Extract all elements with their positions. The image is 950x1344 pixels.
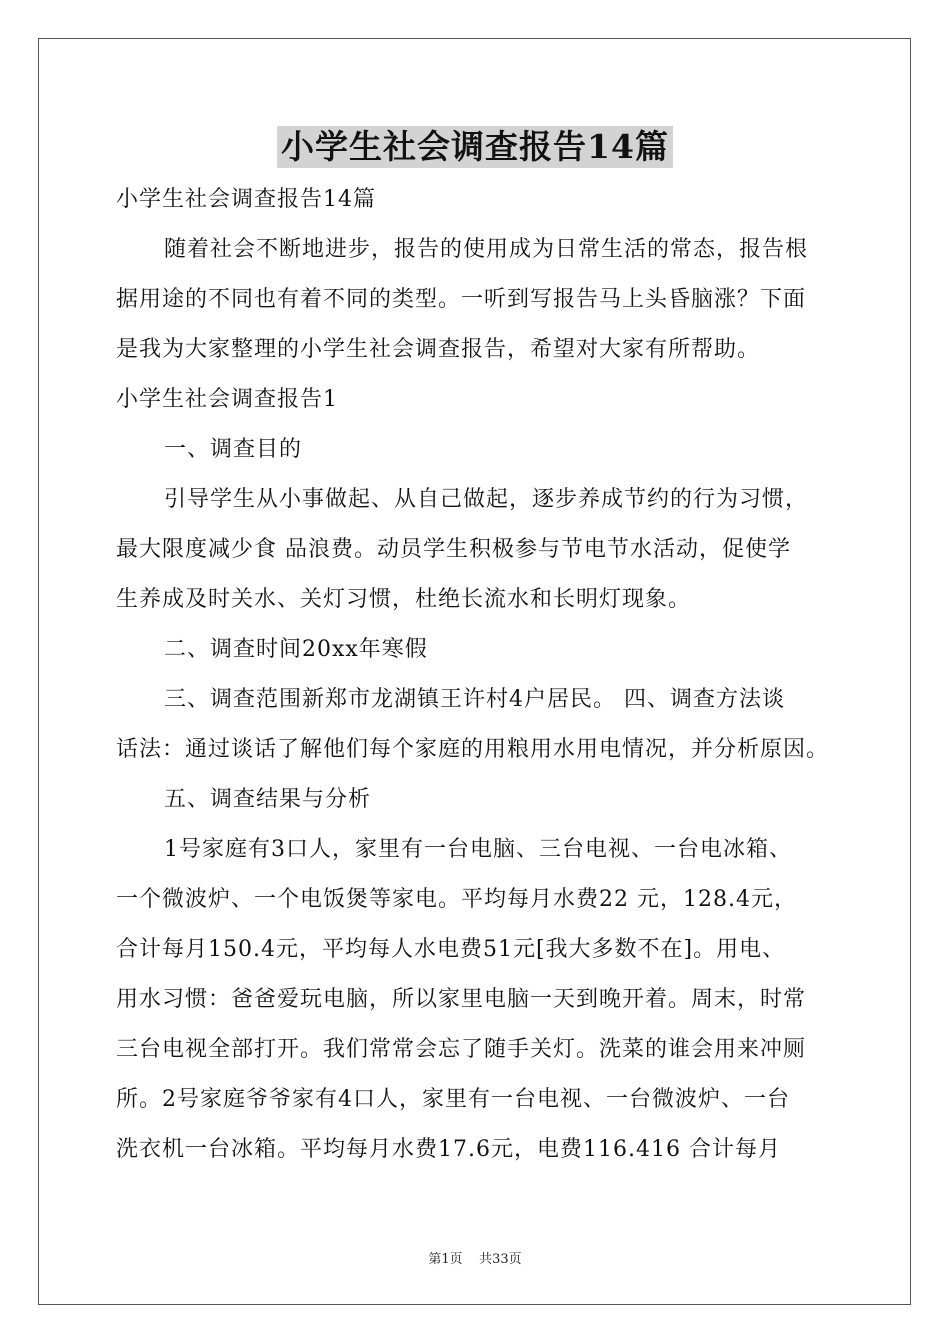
paragraph-line: 所。2号家庭爷爷家有4口人，家里有一台电视、一台微波炉、一台 [116, 1087, 790, 1112]
paragraph-line: 据用途的不同也有着不同的类型。一听到写报告马上头昏脑涨？下面 [116, 287, 807, 312]
paragraph-line: 是我为大家整理的小学生社会调查报告，希望对大家有所帮助。 [116, 337, 761, 362]
paragraph-line: 1号家庭有3口人，家里有一台电脑、三台电视、一台电冰箱、 [164, 837, 792, 862]
paragraph-line: 三台电视全部打开。我们常常会忘了随手关灯。洗菜的谁会用来冲厕 [116, 1037, 807, 1062]
title-container [0, 126, 950, 168]
paragraph-line: 合计每月150.4元，平均每人水电费51元[我大多数不在]。用电、 [116, 937, 786, 962]
subsection-heading: 二、调查时间20xx年寒假 [164, 637, 428, 662]
paragraph-line: 引导学生从小事做起、从自己做起，逐步养成节约的行为习惯， [164, 487, 809, 512]
section-heading: 小学生社会调查报告1 [116, 387, 338, 412]
paragraph-line: 话法：通过谈话了解他们每个家庭的用粮用水用电情况，并分析原因。 [116, 737, 830, 762]
paragraph-line: 洗衣机一台冰箱。平均每月水费17.6元，电费116.416 合计每月 [116, 1137, 781, 1162]
subtitle-line: 小学生社会调查报告14篇 [116, 187, 376, 212]
paragraph-line: 用水习惯：爸爸爱玩电脑，所以家里电脑一天到晚开着。周末，时常 [116, 987, 807, 1012]
subsection-heading: 一、调查目的 [164, 437, 303, 462]
page-number-footer: 第1页 共33页 [428, 1252, 522, 1267]
paragraph-line: 三、调查范围新郑市龙湖镇王许村4户居民。 四、调查方法谈 [164, 687, 785, 712]
paragraph-line: 生养成及时关水、关灯习惯，杜绝长流水和长明灯现象。 [116, 587, 692, 612]
document-title: 小学生社会调查报告14篇 [277, 126, 673, 168]
subsection-heading: 五、调查结果与分析 [164, 787, 372, 812]
paragraph-line: 一个微波炉、一个电饭煲等家电。平均每月水费22 元，128.4元， [116, 887, 797, 912]
paragraph-line: 最大限度减少食 品浪费。动员学生积极参与节电节水活动，促使学 [116, 537, 791, 562]
paragraph-line: 随着社会不断地进步，报告的使用成为日常生活的常态，报告根 [164, 237, 809, 262]
